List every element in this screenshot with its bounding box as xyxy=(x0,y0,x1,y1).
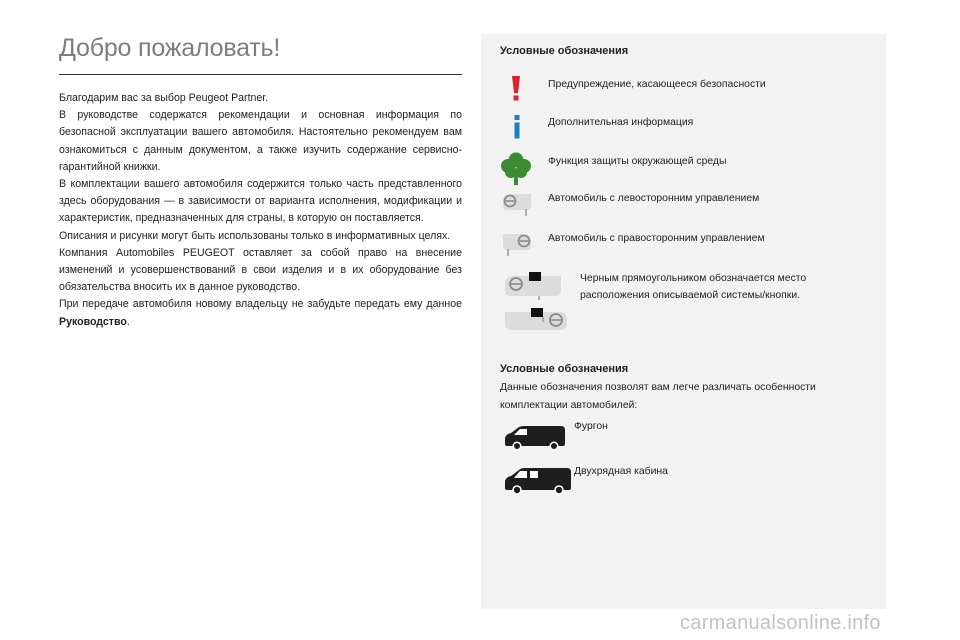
intro-paragraph-3: В комплектации вашего автомобиля содержится только часть представленного здесь оборудования — в зависимости от варианта исполнения, модификации и характеристик, предназначенных для страны, в которую он поставляется. xyxy=(59,178,462,225)
legend-title: Условные обозначения xyxy=(500,45,629,57)
legend2-label-van: Фургон xyxy=(574,421,608,432)
intro-p6-end: . xyxy=(126,315,130,328)
van-icon xyxy=(503,424,569,457)
page-title: Добро пожаловать! xyxy=(59,34,281,62)
intro-paragraph-2: В руководстве содержатся рекомендации и основная информация по безопасной эксплуатации вашего автомобиля. Настоятельно рекомендуем вам ознакомиться с данным документом, а также изучить содержание сервисно-гарантийной книжки. xyxy=(59,109,462,173)
intro-paragraph-5: Компания Automobiles PEUGEOT оставляет за собой право на внесение изменений и усовершенствований в свои изделия и в их оборудование без обязательства вносить их в данное руководство. xyxy=(59,246,462,294)
legend-label: Дополнительная информация xyxy=(548,117,694,128)
legend-label: Автомобиль с левосторонним управлением xyxy=(548,193,760,204)
intro-paragraph-4: Описания и рисунки могут быть использованы только в информативных целях. xyxy=(59,229,451,242)
double-cab-icon xyxy=(503,466,575,501)
tree-icon xyxy=(501,152,531,191)
intro-p6-text: При передаче автомобиля новому владельцу не забудьте передать ему данное xyxy=(59,298,462,311)
legend2-title: Условные обозначения xyxy=(500,363,629,375)
warning-exclamation-icon xyxy=(511,76,521,107)
legend-panel xyxy=(481,34,886,609)
legend2-label-double-cab: Двухрядная кабина xyxy=(574,466,668,477)
location-marker-icon xyxy=(503,270,569,339)
rhd-steering-icon xyxy=(501,232,533,263)
watermark: carmanualsonline.info xyxy=(680,612,881,634)
legend-label: Предупреждение, касающееся безопасности xyxy=(548,79,766,90)
legend-label-line1: Черным прямоугольником обозначается место xyxy=(580,273,807,284)
legend-label-line2: расположения описываемой системы/кнопки. xyxy=(580,290,801,301)
welcome-section xyxy=(59,30,462,331)
manual-bold-word: Руководство xyxy=(59,315,127,328)
intro-text xyxy=(59,90,462,331)
intro-paragraph-1: Благодарим вас за выбор Peugeot Partner. xyxy=(59,92,269,104)
title-divider xyxy=(59,74,462,75)
legend-label: Автомобиль с правосторонним управлением xyxy=(548,233,765,244)
legend2-description: Данные обозначения позволят вам легче различать особенности комплектации автомобилей: xyxy=(500,382,816,411)
intro-paragraph-6 xyxy=(59,296,462,330)
lhd-steering-icon xyxy=(501,192,533,223)
legend-label: Функция защиты окружающей среды xyxy=(548,156,727,167)
info-icon xyxy=(512,115,522,144)
